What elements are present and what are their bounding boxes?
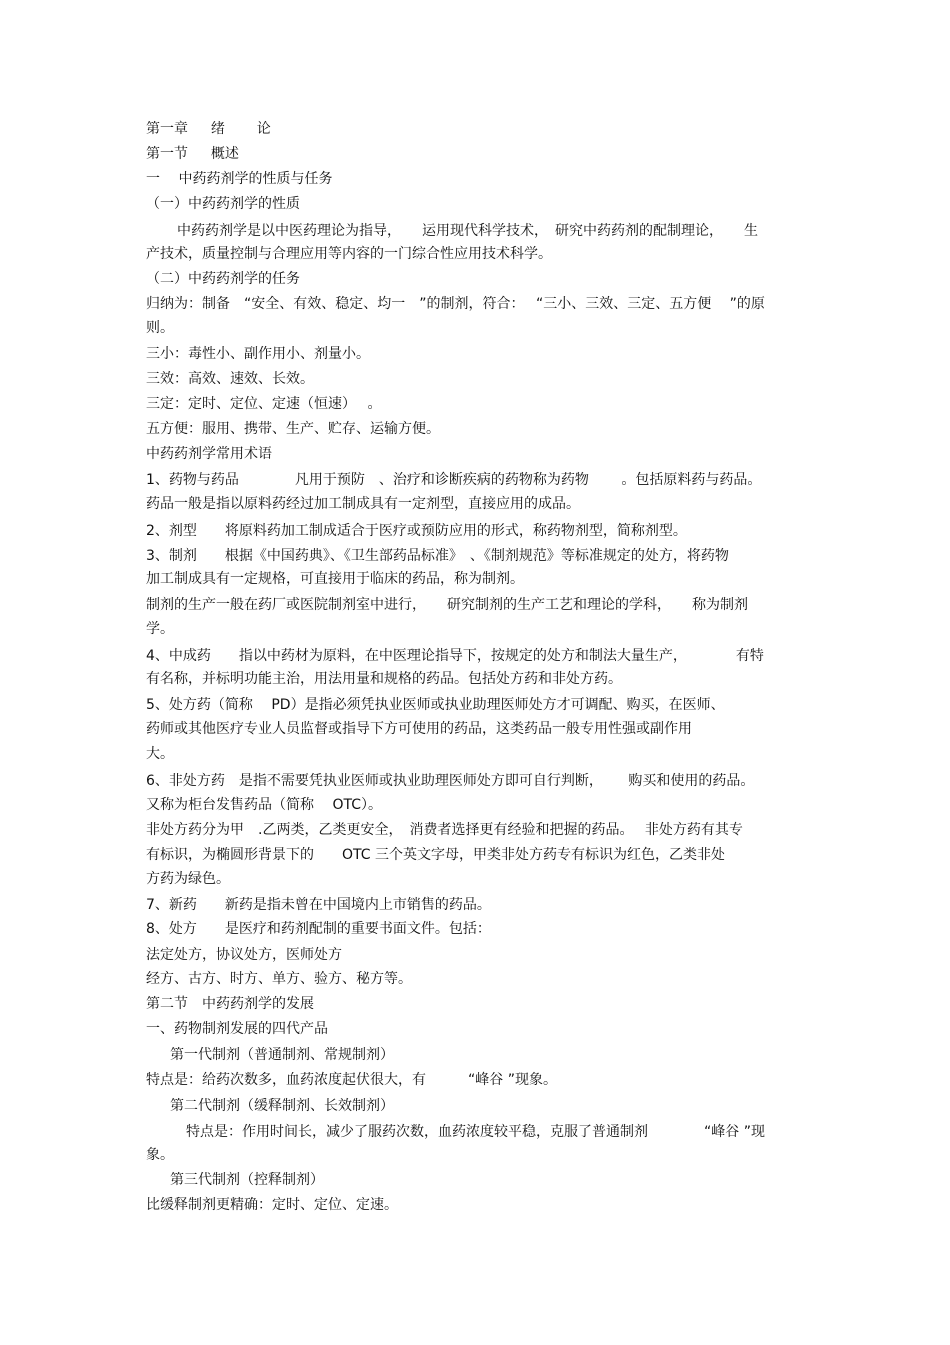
text-line: 又称为柜台发售药品（简称 OTC）。 <box>146 797 382 813</box>
text-line: 法定处方，协议处方，医师处方 <box>146 947 342 963</box>
generation-heading: 第三代制剂（控释制剂） <box>170 1172 324 1188</box>
term-entry: 6、非处方药 是指不需要凭执业医师或执业助理医师处方即可自行判断， 购买和使用的药品。 <box>146 773 755 789</box>
subsection-heading: 一 中药药剂学的性质与任务 <box>146 171 333 187</box>
chapter-heading: 第一章 绪 论 <box>146 121 271 137</box>
text-line: 大。 <box>146 746 174 762</box>
text-line: 特点是：给药次数多，血药浓度起伏很大，有 “峰谷 ”现象。 <box>146 1072 557 1088</box>
term-entry: 7、新药 新药是指未曾在中国境内上市销售的药品。 <box>146 897 491 913</box>
term-entry: 1、药物与药品 凡用于预防 、治疗和诊断疾病的药物称为药物 。包括原料药与药品。 <box>146 472 762 488</box>
term-entry: 2、剂型 将原料药加工制成适合于医疗或预防应用的形式，称药物剂型，简称剂型。 <box>146 523 687 539</box>
text-line: 三效：高效、速效、长效。 <box>146 371 314 387</box>
text-line: 三定：定时、定位、定速（恒速） 。 <box>146 396 382 412</box>
term-entry: 4、中成药 指以中药材为原料，在中医理论指导下，按规定的处方和制法大量生产， 有特 <box>146 648 764 664</box>
generation-heading: 第二代制剂（缓释制剂、长效制剂） <box>170 1098 394 1114</box>
text-line: 非处方药分为甲 .乙两类，乙类更安全， 消费者选择更有经验和把握的药品。 非处方药有其专 <box>146 822 743 838</box>
subsection-heading: 一、药物制剂发展的四代产品 <box>146 1021 328 1037</box>
text-line: 五方便：服用、携带、生产、贮存、运输方便。 <box>146 421 440 437</box>
text-line: 经方、古方、时方、单方、验方、秘方等。 <box>146 971 412 987</box>
text-line: 中药药剂学是以中医药理论为指导， 运用现代科学技术， 研究中药药剂的配制理论， 生 <box>177 223 758 239</box>
section-heading: 第一节 概述 <box>146 146 239 162</box>
section-heading: 第二节 中药药剂学的发展 <box>146 996 314 1012</box>
text-line: 产技术，质量控制与合理应用等内容的一门综合性应用技术科学。 <box>146 246 552 262</box>
text-line: 有名称，并标明功能主治，用法用量和规格的药品。包括处方药和非处方药。 <box>146 671 622 687</box>
text-line: 药品一般是指以原料药经过加工制成具有一定剂型，直接应用的成品。 <box>146 496 580 512</box>
text-line: 特点是：作用时间长，减少了服药次数，血药浓度较平稳，克服了普通制剂 “峰谷 ”现 <box>186 1124 765 1140</box>
sub-item-heading: （二）中药药剂学的任务 <box>146 271 300 287</box>
subsection-heading: 中药药剂学常用术语 <box>146 446 272 462</box>
text-line: 方药为绿色。 <box>146 871 230 887</box>
text-line: 有标识，为椭圆形背景下的 OTC 三个英文字母，甲类非处方药专有标识为红色，乙类非处 <box>146 847 725 863</box>
term-entry: 3、制剂 根据《中国药典》、《卫生部药品标准》 、《制剂规范》等标准规定的处方，将药物 <box>146 548 729 564</box>
generation-heading: 第一代制剂（普通制剂、常规制剂） <box>170 1047 394 1063</box>
text-line: 比缓释制剂更精确：定时、定位、定速。 <box>146 1197 398 1213</box>
text-line: 学。 <box>146 621 174 637</box>
text-line: 三小：毒性小、副作用小、剂量小。 <box>146 346 370 362</box>
text-line: 则。 <box>146 320 174 336</box>
sub-item-heading: （一）中药药剂学的性质 <box>146 196 300 212</box>
text-line: 药师或其他医疗专业人员监督或指导下方可使用的药品，这类药品一般专用性强或副作用 <box>146 721 692 737</box>
term-entry: 8、处方 是医疗和药剂配制的重要书面文件。包括： <box>146 921 491 937</box>
text-line: 象。 <box>146 1147 174 1163</box>
term-entry: 5、处方药（简称 PD）是指必须凭执业医师或执业助理医师处方才可调配、购买，在医师、 <box>146 697 725 713</box>
text-line: 加工制成具有一定规格，可直接用于临床的药品，称为制剂。 <box>146 571 524 587</box>
text-line: 归纳为：制备 “安全、有效、稳定、均一 ”的制剂，符合： “三小、三效、三定、五方便 ”的原 <box>146 296 765 312</box>
text-line: 制剂的生产一般在药厂或医院制剂室中进行， 研究制剂的生产工艺和理论的学科， 称为制剂 <box>146 597 748 613</box>
